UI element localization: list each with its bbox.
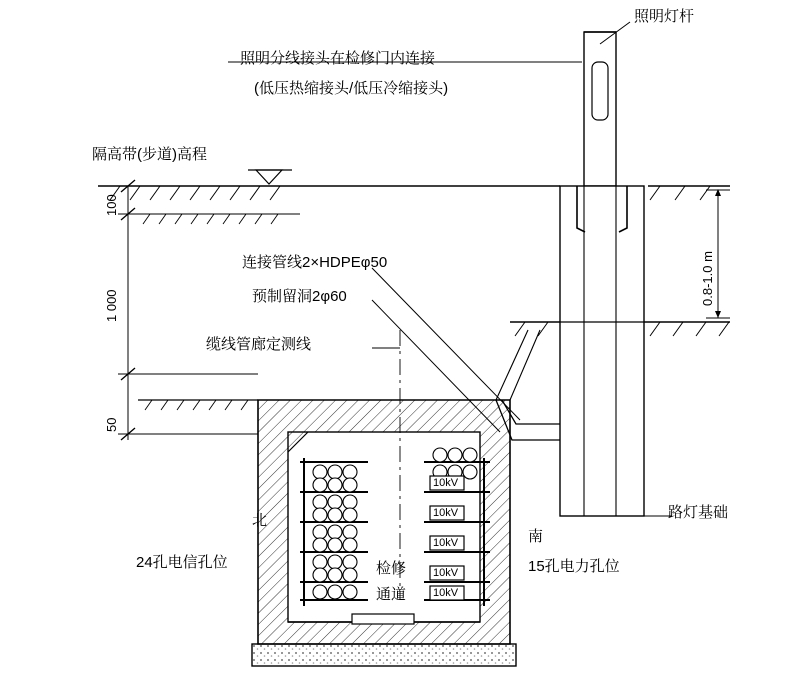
lamp-pole xyxy=(584,32,616,186)
duct-tag-10kv-1: 10kV xyxy=(433,477,459,489)
label-access-line1: 检修 xyxy=(376,560,407,577)
dimension-100: 100 xyxy=(104,194,119,216)
label-lamp-pole: 照明灯杆 xyxy=(634,8,695,25)
duct-tag-10kv-2: 10kV xyxy=(433,507,459,519)
label-junction-note-2: (低压热缩接头/低压冷缩接头) xyxy=(254,80,449,97)
duct-tag-10kv-5: 10kV xyxy=(433,587,459,599)
label-telecom-holes: 24孔电信孔位 xyxy=(136,554,228,571)
label-conduit: 连接管线2×HDPEφ50 xyxy=(242,254,388,271)
label-access-line2: 通道 xyxy=(376,586,407,603)
label-ground-elevation: 隔高带(步道)高程 xyxy=(92,146,207,163)
dimension-1000: 1 000 xyxy=(104,289,119,322)
duct-tag-10kv-3: 10kV xyxy=(433,537,459,549)
label-power-holes: 15孔电力孔位 xyxy=(528,558,620,575)
label-precast-hole: 预制留洞2φ60 xyxy=(252,288,347,305)
label-north: 北 xyxy=(252,512,268,529)
label-junction-note-1: 照明分线接头在检修门内连接 xyxy=(240,50,436,67)
conduit-lines xyxy=(496,330,560,440)
label-lamp-foundation: 路灯基础 xyxy=(668,504,729,521)
dimension-depth-range: 0.8-1.0 m xyxy=(700,251,715,306)
dimension-50: 50 xyxy=(104,417,119,432)
cable-corridor-structure xyxy=(252,400,516,666)
label-corridor-setout: 缆线管廊定测线 xyxy=(206,336,312,353)
label-south: 南 xyxy=(528,528,544,545)
lamp-foundation xyxy=(510,186,730,516)
duct-tag-10kv-4: 10kV xyxy=(433,567,459,579)
